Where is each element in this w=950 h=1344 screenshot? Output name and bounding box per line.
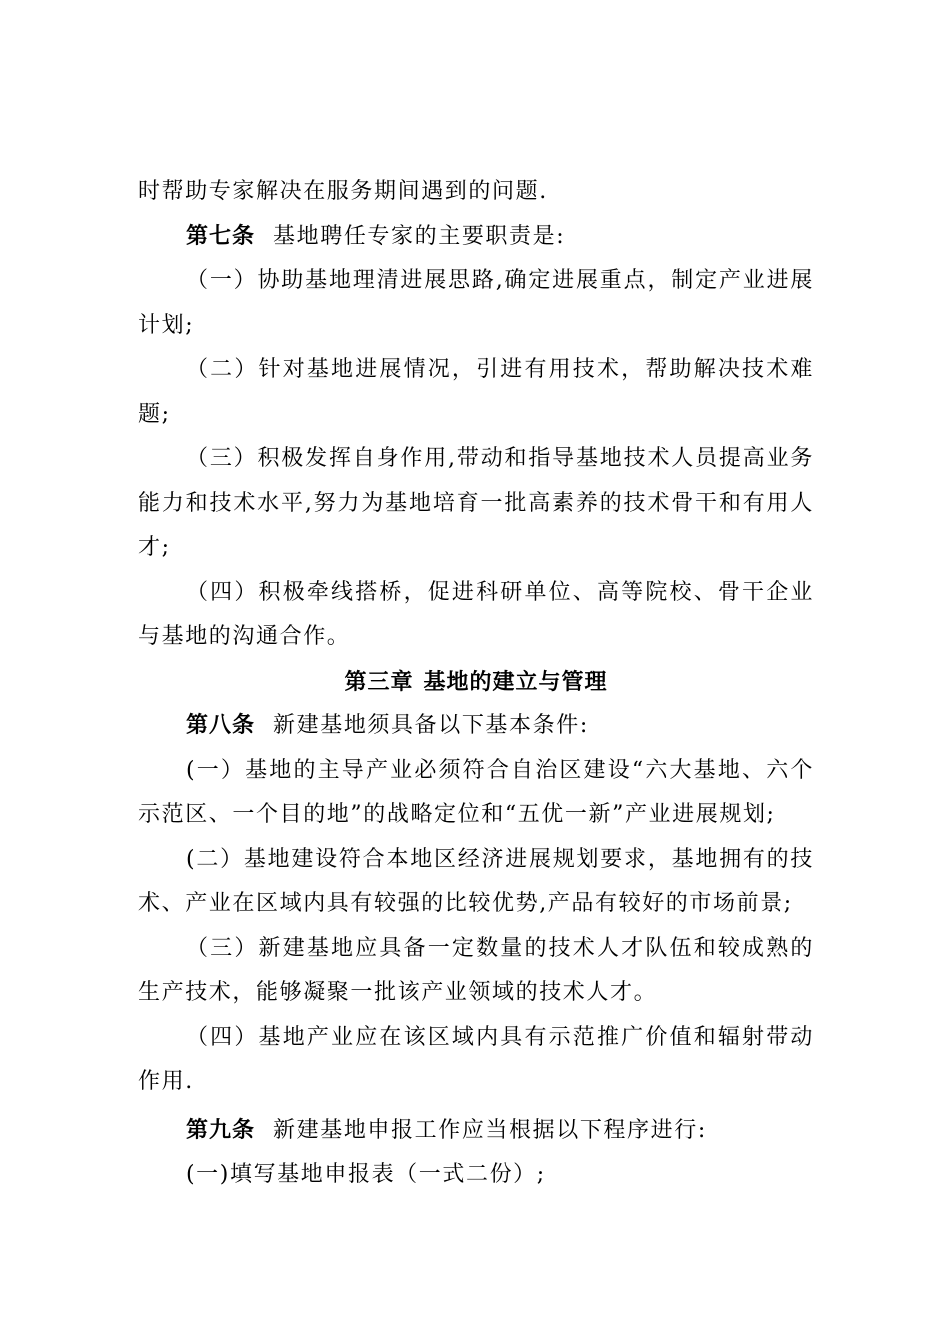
article-9-label: 第九条 [186,1117,256,1143]
article-8-item-3: （三）新建基地应具备一定数量的技术人才队伍和较成熟的生产技术，能够凝聚一批该产业领域的技术人才。 [138,935,814,1005]
article-7-label: 第七条 [186,223,256,249]
article-9 [138,1109,814,1154]
article-7-text: 基地聘任专家的主要职责是: [273,223,566,249]
article-7 [138,215,814,260]
article-7-item-4: （四）积极牵线搭桥，促进科研单位、高等院校、骨干企业与基地的沟通合作。 [138,579,814,649]
article-8-item-2: (二）基地建设符合本地区经济进展规划要求，基地拥有的技术、产业在区域内具有较强的比较优势,产品有较好的市场前景; [138,846,814,916]
article-9-text: 新建基地申报工作应当根据以下程序进行: [273,1117,707,1143]
article-7-item-1: （一）协助基地理清进展思路,确定进展重点，制定产业进展计划; [138,268,814,338]
chapter-title: 基地的建立与管理 [423,668,608,695]
article-8-item-4: （四）基地产业应在该区域内具有示范推广价值和辐射带动作用. [138,1024,814,1094]
article-7-item-2: （二）针对基地进展情况，引进有用技术，帮助解决技术难题; [138,357,814,427]
document-page [138,170,814,1198]
article-8-text: 新建基地须具备以下基本条件: [273,713,589,738]
article-8-item-1: (一）基地的主导产业必须符合自治区建设“六大基地、六个示范区、一个目的地”的战略定位和“五优一新”产业进展规划; [138,757,814,827]
article-9-item-1: (一)填写基地申报表（一式二份）; [186,1162,546,1187]
article-8-label: 第八条 [186,713,256,738]
article-8 [138,704,814,749]
paragraph-continuation: 时帮助专家解决在服务期间遇到的问题. [138,179,548,204]
chapter-heading [138,660,814,705]
chapter-number: 第三章 [344,668,414,695]
article-7-item-3: （三）积极发挥自身作用,带动和指导基地技术人员提高业务能力和技术水平,努力为基地培育一批高素养的技术骨干和有用人才; [138,446,814,560]
